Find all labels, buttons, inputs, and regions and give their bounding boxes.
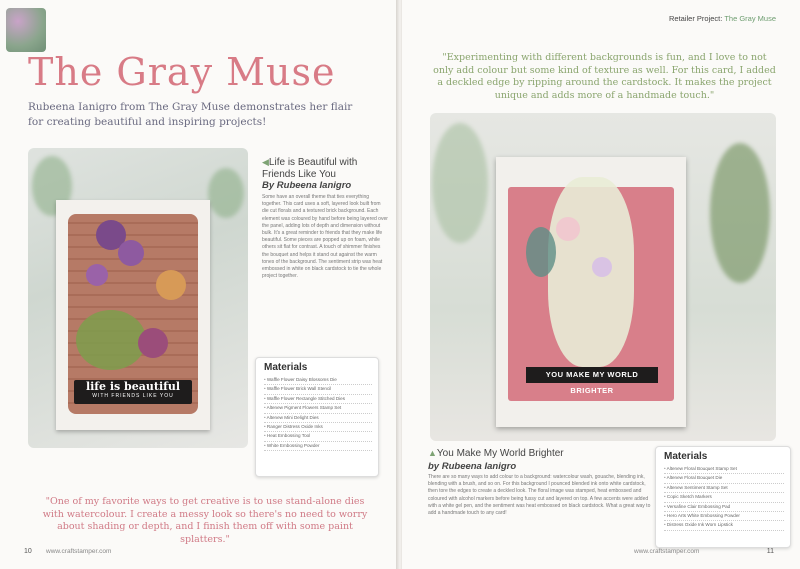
- materials-list: [656, 465, 790, 531]
- article-title-right: [428, 448, 564, 459]
- flower-orange: [156, 270, 186, 300]
- materials-item: • Ranger Distress Oxide Inks: [264, 423, 372, 432]
- handmade-card-left: [56, 200, 210, 430]
- floral-bouquet: [548, 177, 634, 367]
- retailer-project-label: [669, 14, 776, 23]
- article-title-text: Life is Beautiful with Friends Like You: [262, 157, 358, 180]
- materials-item: • Waffle Flower Brick Wall Stencil: [264, 385, 372, 394]
- materials-item: • Waffle Flower Rectangle Stitched Dies: [264, 395, 372, 404]
- article-body-left: Some have an overall theme that ties everything together. This card uses a soft, layered look built from die cut florals and a textured brick background. Each element was coloured by hand before being layered over the panel, adding lots of depth and dimension without bulk. It's a great reminder to friends that they make life beautiful. Some pieces are popped up on foam, while others sit flat for contrast. A touch of shimmer finishes the bouquet and helps it stand out against the warm tones of the background. The sentiment strip was heat embossed in white on black cardstock to tie the whole project together.: [262, 194, 388, 280]
- right-page: [402, 0, 800, 569]
- materials-item: • Waffle Flower Daisy Blossoms Die: [264, 376, 372, 385]
- flower-purple: [118, 240, 144, 266]
- handmade-card-right: [496, 157, 686, 427]
- page-number-right: 11: [766, 548, 774, 555]
- materials-item: • Versafine Clair Embossing Pad: [664, 503, 784, 512]
- flower-purple: [86, 264, 108, 286]
- article-title-text: You Make My World Brighter: [436, 448, 564, 459]
- article-title-left: [262, 156, 387, 181]
- retailer-value: The Gray Muse: [724, 14, 776, 23]
- left-page: [0, 0, 398, 569]
- card-photo-left: [28, 148, 248, 448]
- materials-list: [256, 376, 378, 451]
- materials-box-left: [255, 357, 379, 477]
- materials-title: Materials: [664, 451, 708, 462]
- foliage: [76, 310, 146, 370]
- pull-quote-right: "Experimenting with different backgrounds is fun, and I love to not only add colour but some kind of texture as well. For this card, I added a deckled edge by ripping around the cardstock. It makes the project unique and adds more of a handmade touch.": [433, 52, 776, 101]
- article-body-right: There are so many ways to add colour to a background: watercolour wash, gouache, blending ink, blending with a brush, and so on. For this background I pounced blended ink onto white cardstock, then tore the edges to create a deckled look. The floral image was stamped, heat embossed and coloured with alcohol markers before being fussy cut and layered on top. A few accents were added with a white gel pen, and the sentiment was heat embossed on black cardstock. What a great way to add a handmade touch to any card!: [428, 474, 651, 517]
- blossom: [592, 257, 612, 277]
- materials-box-right: [655, 446, 791, 548]
- materials-item: • Altenew Floral Bouquet Die: [664, 474, 784, 483]
- website-url-right: www.craftstamper.com: [634, 548, 700, 555]
- materials-item: • Altenew Pigment Flowers Stamp Set: [264, 404, 372, 413]
- byline-left: By Rubeena Ianigro: [262, 180, 352, 191]
- intro-text: Rubeena Ianigro from The Gray Muse demonstrates her flair for creating beautiful and inspiring projects!: [28, 101, 353, 128]
- triangle-marker-icon: ◀: [262, 157, 269, 167]
- page-title: The Gray Muse: [28, 50, 336, 94]
- flower-magenta: [138, 328, 168, 358]
- materials-item: • Hero Arts White Embossing Powder: [664, 512, 784, 521]
- materials-item: • Copic Sketch Markers: [664, 493, 784, 502]
- sentiment-label-right: YOU MAKE MY WORLD BRIGHTER: [526, 367, 658, 383]
- corner-thumbnail-image: [6, 8, 46, 52]
- triangle-marker-icon: ▲: [428, 448, 437, 458]
- materials-title: Materials: [264, 362, 308, 373]
- website-url-left: www.craftstamper.com: [46, 548, 112, 555]
- plant-blur: [432, 123, 488, 243]
- materials-item: • Altenew Sentiment Stamp Set: [664, 484, 784, 493]
- sentiment-line2: WITH FRIENDS LIKE YOU: [92, 393, 174, 399]
- plant-blur: [208, 168, 244, 218]
- materials-item: • Distress Oxide Ink Worn Lipstick: [664, 521, 784, 530]
- retailer-label: Retailer Project:: [669, 14, 723, 23]
- materials-item: • Altenew Floral Bouquet Stamp Set: [664, 465, 784, 474]
- pull-quote-left: "One of my favorite ways to get creative is to use stand-alone dies with watercolour. I create a messy look so there's no need to worry about shading or depth, and I finish them off with some paint splatters.": [42, 496, 368, 545]
- sentiment-line1: life is beautiful: [85, 380, 181, 393]
- plant-blur: [710, 143, 770, 283]
- sentiment-label-left: [74, 380, 192, 404]
- fern-leaf: [526, 227, 556, 277]
- materials-item: • Altenew Mini Delight Dies: [264, 414, 372, 423]
- page-number-left: 10: [24, 548, 32, 555]
- byline-right: by Rubeena Ianigro: [428, 461, 517, 472]
- card-photo-right: [430, 113, 776, 441]
- blossom: [556, 217, 580, 241]
- materials-item: • White Embossing Powder: [264, 442, 372, 451]
- materials-item: • Heat Embossing Tool: [264, 432, 372, 441]
